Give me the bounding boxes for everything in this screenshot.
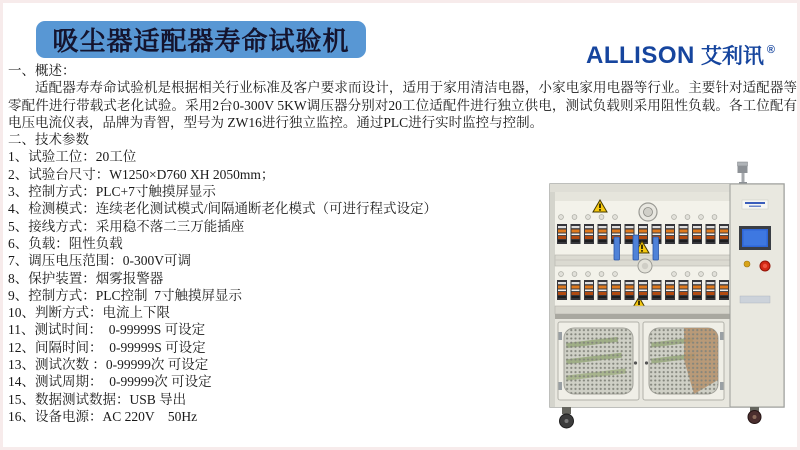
page-title: 吸尘器适配器寿命试验机 xyxy=(52,27,350,56)
spec-item: 13、测试次数 ：0-99999次 可设定 xyxy=(8,357,209,373)
control-panel xyxy=(730,184,784,407)
dial-knob xyxy=(639,203,657,221)
door-handle xyxy=(634,361,637,364)
specs-heading: 二、技术参数 xyxy=(8,132,89,148)
brand-logo-latin: ALLISON xyxy=(586,42,695,69)
spec-item: 5、接线方式：采用稳不落二三万能插座 xyxy=(8,218,245,234)
spec-item: 16、设备电源：AC 220V 50Hz xyxy=(8,408,198,424)
spec-item: 10、判断方式：电流上下限 xyxy=(8,305,170,321)
spec-item: 1、试验工位：20工位 xyxy=(8,149,137,165)
spec-item: 8、保护装置：烟雾报警器 xyxy=(8,270,164,286)
machine-photo xyxy=(544,160,796,442)
power-indicator xyxy=(744,261,750,267)
fan-vent-icon xyxy=(638,259,652,273)
spec-item: 2、试验台尺寸：W1250×D760 XH 2050mm； xyxy=(8,166,275,182)
overview-heading: 一、概述： xyxy=(8,63,76,78)
spec-item: 6、负载：阻性负载 xyxy=(8,235,123,251)
spec-item: 7、调压电压范围：0-300V可调 xyxy=(8,253,191,269)
caster-wheel xyxy=(748,407,761,424)
caster-wheel xyxy=(560,407,574,428)
spec-item: 14、测试周期： 0-99999次 可设定 xyxy=(8,374,212,390)
brand-logo-cjk: 艾利讯 xyxy=(700,45,764,68)
mesh-door xyxy=(558,322,639,400)
panel-tag xyxy=(740,296,770,303)
spec-item: 9、控制方式：PLC控制 7寸触摸屏显示 xyxy=(8,287,243,303)
signal-tower-icon xyxy=(738,162,748,185)
spec-item: 3、控制方式：PLC+7寸触摸屏显示 xyxy=(8,184,216,200)
touchscreen xyxy=(739,226,771,250)
spec-item: 12、间隔时间： 0-99999S 可设定 xyxy=(8,339,206,355)
panel-label xyxy=(742,200,768,209)
registered-trademark-icon: ® xyxy=(766,44,775,56)
overview-paragraph: 适配器寿寿命试验机是根据相关行业标准及客户要求而设计，适用于家用清洁电器，小家电家用电器等行业。主要针对适配器等零配件进行带载式老化试验。采用2台0-300V 5KW调压器分别对20工位适配件进行独立供电，测试负载则采用阻性负载。各工位配有电压电流仪表，品牌为青智，型号为 ZW16进行独立监控。通过PLC进行实时监控与控制。 xyxy=(8,80,797,130)
mesh-door xyxy=(643,322,724,400)
emergency-stop-button xyxy=(760,261,770,271)
spec-item: 4、检测模式：连续老化测试模式/间隔通断老化模式（可进行程式设定） xyxy=(8,201,437,217)
door-handle xyxy=(645,361,648,364)
spec-item: 11、测试时间： 0-99999S 可设定 xyxy=(8,322,206,338)
title-banner xyxy=(36,21,366,58)
spec-item: 15、数据测试数据：USB 导出 xyxy=(8,391,187,407)
